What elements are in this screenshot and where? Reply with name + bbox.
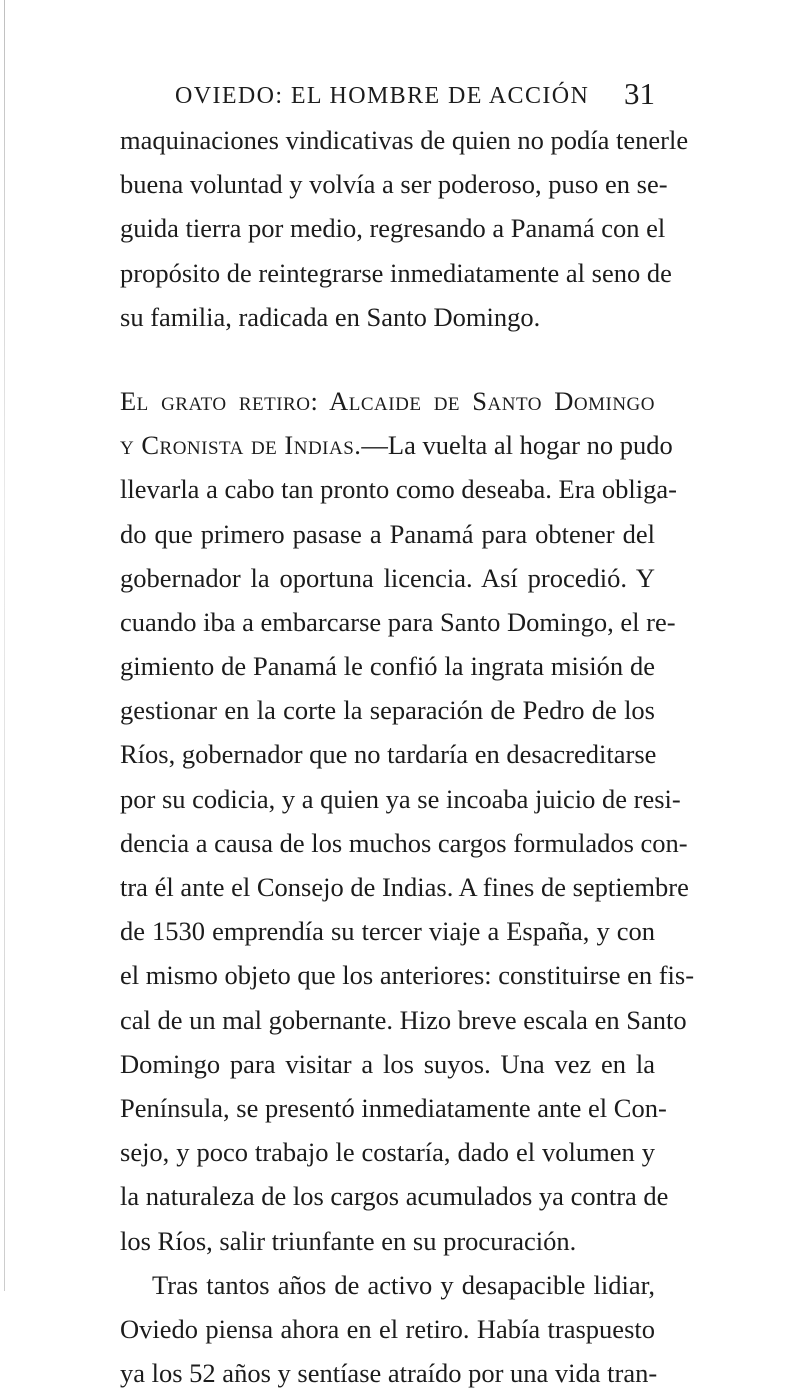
text-line: cal de un mal gobernante. Hizo breve escala en Santo (120, 1004, 687, 1035)
text-line: sejo, y poco trabajo le costaría, dado el volumen y (120, 1137, 655, 1168)
text-line: de 1530 emprendía su tercer viaje a España, y con (120, 916, 655, 947)
text-line: buena voluntad y volvía a ser poderoso, puso en se- (120, 169, 668, 200)
text-line: maquinaciones vindicativas de quien no podía tenerle (120, 125, 689, 155)
text-line: gestionar en la corte la separación de Pedro de los (120, 695, 655, 726)
paragraph-spacer (120, 339, 655, 379)
paragraph-3 (120, 1263, 658, 1395)
text-line: cuando iba a embarcarse para Santo Domingo, el re- (120, 606, 676, 637)
text-line: tra él ante el Consejo de Indias. A fines de septiembre (120, 872, 689, 902)
text-line: Oviedo piensa ahora en el retiro. Había traspuesto (120, 1313, 655, 1344)
text-line: gimiento de Panamá le confió la ingrata misión de (120, 651, 655, 682)
paragraph-2 (120, 379, 695, 1263)
section-heading-continued (120, 423, 673, 467)
text-line: llevarla a cabo tan pronto como deseaba. Era obliga- (120, 474, 677, 505)
section-heading-end: y Cronista de Indias. (120, 430, 362, 461)
text-line: Península, se presentó inmediatamente ante el Con- (120, 1092, 667, 1123)
text-line: guida tierra por medio, regresando a Panamá con el (120, 213, 666, 244)
text-line: su familia, radicada en Santo Domingo. (120, 301, 541, 332)
text-line: dencia a causa de los muchos cargos formulados con- (120, 827, 688, 858)
text-run: —La vuelta al hogar no pudo (361, 430, 673, 461)
text-line: los Ríos, salir triunfante en su procuración. (120, 1225, 577, 1256)
text-line: el mismo objeto que los anteriores: constituirse en fis- (120, 960, 695, 991)
running-head-title: OVIEDO: EL HOMBRE DE ACCIÓN (175, 83, 590, 109)
text-line: propósito de reintegrarse inmediatamente al seno de (120, 257, 672, 288)
page-gutter-edge (4, 0, 5, 1291)
text-line: Tras tantos años de activo y desapacible lidiar, (152, 1269, 655, 1300)
text-line: por su codicia, y a quien ya se incoaba juicio de resi- (120, 783, 681, 814)
text-line: Domingo para visitar a los suyos. Una vez en la (120, 1048, 655, 1079)
text-line: la naturaleza de los cargos acumulados ya contra de (120, 1181, 669, 1212)
text-line: gobernador la oportuna licencia. Así procedió. Y (120, 562, 655, 593)
text-line: Ríos, gobernador que no tardaría en desacreditarse (120, 739, 657, 770)
running-head (175, 76, 655, 116)
page-number: 31 (624, 76, 655, 111)
text-line: do que primero pasase a Panamá para obtener del (120, 518, 655, 549)
paragraph-1 (120, 118, 689, 339)
section-heading: El grato retiro: Alcaide de Santo Domingo (120, 385, 655, 416)
body-text (120, 118, 695, 1395)
text-line: ya los 52 años y sentíase atraído por una vida tran- (120, 1358, 658, 1389)
